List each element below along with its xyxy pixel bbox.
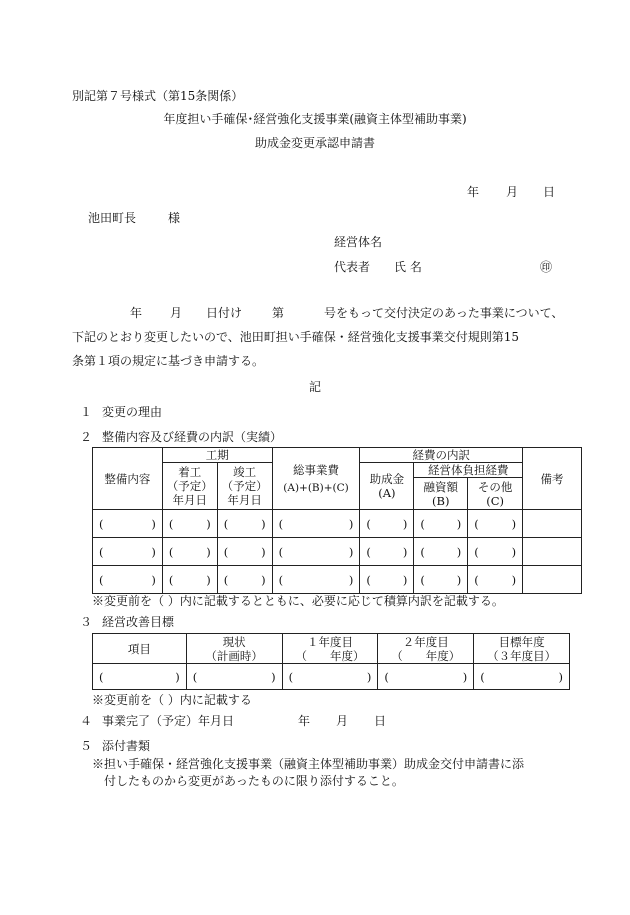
paren-open: ( <box>420 516 425 531</box>
goal-header-year1 <box>282 634 378 664</box>
body-line2: 下記のとおり変更したいので、池田町担い手確保・経営強化支援事業交付規則第15 <box>72 330 520 344</box>
paren-close: ) <box>206 544 211 559</box>
paren-open: ( <box>366 544 371 559</box>
paren-close: ) <box>402 544 408 559</box>
section3-note: ※変更前を（ ）内に記載する <box>92 693 252 707</box>
paren-close: ) <box>402 516 408 531</box>
name-label: 氏 名 <box>394 260 422 274</box>
table-cell[interactable] <box>93 566 163 594</box>
table-cell[interactable] <box>378 664 474 690</box>
form-label: 別記第７号様式（第15条関係） <box>72 89 244 103</box>
paren-close: ) <box>558 669 563 684</box>
paren-open: ( <box>99 572 104 587</box>
body-line1-tail: 号をもって交付決定のあった事業について、 <box>324 306 564 320</box>
table-cell[interactable] <box>93 510 163 538</box>
header-start <box>162 463 217 510</box>
paren-open: ( <box>168 572 174 587</box>
header-subsidy-line1: 助成金 <box>369 472 405 486</box>
paren-close: ) <box>511 572 517 587</box>
paren-close: ) <box>366 669 372 684</box>
paren-close: ) <box>206 516 211 531</box>
table-row <box>93 510 582 538</box>
header-total-label: 総事業費 <box>293 462 340 477</box>
table-cell[interactable] <box>468 538 523 566</box>
header-total <box>272 448 360 510</box>
table-row <box>93 538 582 566</box>
table-cell[interactable] <box>272 538 360 566</box>
date-year: 年 <box>467 185 480 199</box>
remarks-cell[interactable] <box>523 538 582 566</box>
paren-close: ) <box>511 544 517 559</box>
section5-number: ５ <box>80 739 93 753</box>
date-day: 日 <box>543 185 556 199</box>
section2-note: ※変更前を（ ）内に記載するとともに、必要に応じて積算内訳を記載する。 <box>92 594 504 608</box>
goal-header-year2 <box>378 634 474 664</box>
header-other-line2: (C) <box>486 493 505 508</box>
paren-close: ) <box>462 669 468 684</box>
paren-open: ( <box>474 572 479 587</box>
representative-label: 代表者 <box>334 260 371 274</box>
header-start-line2: （予定） <box>166 479 213 493</box>
table-cell[interactable] <box>272 566 360 594</box>
addressee-name: 池田町長 <box>88 211 137 225</box>
section3-title: 経営改善目標 <box>102 615 175 629</box>
header-start-line3: 年月日 <box>172 493 208 507</box>
paren-open: ( <box>192 669 198 684</box>
goal-header-year1-line2: （ 年度） <box>295 648 365 663</box>
table-cell[interactable] <box>414 566 468 594</box>
header-end-line1: 竣工 <box>233 465 257 479</box>
paren-open: ( <box>366 572 371 587</box>
paren-close: ) <box>261 516 266 531</box>
goal-header-year1-line1: １年度目 <box>306 634 353 649</box>
header-remarks: 備考 <box>523 448 582 510</box>
table-cell[interactable] <box>93 664 187 690</box>
header-end-line2: （予定） <box>221 479 268 493</box>
paren-open: ( <box>278 544 284 559</box>
table-cell[interactable] <box>217 510 272 538</box>
table-cell[interactable] <box>468 510 523 538</box>
paren-open: ( <box>288 669 294 684</box>
paren-open: ( <box>223 544 229 559</box>
header-loan <box>414 478 468 510</box>
paren-close: ) <box>151 516 156 531</box>
paren-open: ( <box>99 544 104 559</box>
table-cell[interactable] <box>414 538 468 566</box>
section4-number: ４ <box>80 714 93 728</box>
section4-month: 月 <box>336 714 349 728</box>
table-cell[interactable] <box>468 566 523 594</box>
goal-header-current-line1: 現状 <box>222 634 246 649</box>
goal-header-item: 項目 <box>93 634 187 664</box>
paren-close: ) <box>271 669 276 684</box>
paren-close: ) <box>402 572 408 587</box>
paren-open: ( <box>474 516 479 531</box>
body-dated: 日付け <box>206 306 243 320</box>
paren-close: ) <box>456 516 462 531</box>
table-cell[interactable] <box>217 566 272 594</box>
section4-year: 年 <box>298 714 311 728</box>
header-content: 整備内容 <box>93 448 163 510</box>
improvement-goals-table <box>92 633 570 690</box>
goal-header-current <box>186 634 282 664</box>
paren-close: ) <box>175 669 180 684</box>
section4-day: 日 <box>374 714 387 728</box>
paren-close: ) <box>348 572 354 587</box>
table-cell[interactable] <box>93 538 163 566</box>
remarks-cell[interactable] <box>523 510 582 538</box>
paren-close: ) <box>456 572 462 587</box>
date-month: 月 <box>506 185 519 199</box>
paren-close: ) <box>511 516 517 531</box>
section5-note-line2: 付したものから変更があったものに限り添付すること。 <box>104 774 404 788</box>
table-cell[interactable] <box>162 566 217 594</box>
table-cell[interactable] <box>186 664 282 690</box>
section1-title: 変更の理由 <box>102 405 163 419</box>
paren-open: ( <box>384 669 389 684</box>
paren-open: ( <box>99 669 104 684</box>
table-row <box>93 664 570 690</box>
header-loan-line1: 融資額 <box>423 479 458 494</box>
goal-header-target-line2: （３年度目） <box>487 648 557 663</box>
header-burden: 経営体負担経費 <box>414 463 523 478</box>
table-cell[interactable] <box>282 664 378 690</box>
header-total-formula: (A)+(B)+(C) <box>283 481 349 494</box>
section2-title: 整備内容及び経費の内訳（実績） <box>102 430 283 444</box>
paren-close: ) <box>348 544 354 559</box>
body-line3: 条第１項の規定に基づき申請する。 <box>72 354 265 368</box>
header-other-line1: その他 <box>477 479 513 494</box>
paren-close: ) <box>151 544 156 559</box>
ki-marker: 記 <box>308 380 321 394</box>
section5-note-line1: ※担い手確保・経営強化支援事業（融資主体型補助事業）助成金交付申請書に添 <box>92 757 525 771</box>
goal-header-year2-line1: ２年度目 <box>402 634 449 649</box>
table-cell[interactable] <box>474 664 570 690</box>
table-cell[interactable] <box>272 510 360 538</box>
cost-table-body <box>93 510 582 594</box>
remarks-cell[interactable] <box>523 566 582 594</box>
paren-open: ( <box>474 544 479 559</box>
section1-number: １ <box>80 405 93 419</box>
header-loan-line2: (B) <box>432 493 450 508</box>
table-cell[interactable] <box>162 538 217 566</box>
body-number-prefix: 第 <box>272 306 285 320</box>
paren-close: ) <box>456 544 462 559</box>
paren-open: ( <box>420 572 425 587</box>
paren-close: ) <box>206 572 211 587</box>
table-cell[interactable] <box>162 510 217 538</box>
header-subsidy <box>360 463 414 510</box>
table-cell[interactable] <box>217 538 272 566</box>
goal-header-target-line1: 目標年度 <box>498 634 545 649</box>
header-breakdown: 経費の内訳 <box>360 448 523 463</box>
section5-title: 添付書類 <box>102 739 151 753</box>
paren-close: ) <box>348 516 354 531</box>
header-period: 工期 <box>162 448 272 463</box>
paren-open: ( <box>480 669 485 684</box>
cost-breakdown-table <box>92 447 582 594</box>
goal-table-body <box>93 664 570 690</box>
header-start-line1: 着工 <box>178 465 202 479</box>
entity-name-label: 経営体名 <box>334 235 383 249</box>
header-other <box>468 478 523 510</box>
table-cell[interactable] <box>360 538 414 566</box>
paren-open: ( <box>99 516 104 531</box>
document-title-line2: 助成金変更承認申請書 <box>254 136 375 150</box>
table-cell[interactable] <box>360 566 414 594</box>
seal-mark: ㊞ <box>540 260 553 274</box>
paren-close: ) <box>151 572 156 587</box>
header-subsidy-line2: (A) <box>378 486 396 500</box>
table-cell[interactable] <box>360 510 414 538</box>
section4-title: 事業完了（予定）年月日 <box>102 714 235 728</box>
paren-open: ( <box>420 544 425 559</box>
body-month: 月 <box>170 306 183 320</box>
goal-header-target <box>474 634 570 664</box>
paren-open: ( <box>223 516 229 531</box>
paren-open: ( <box>366 516 371 531</box>
goal-header-current-line2: （計画時） <box>205 648 263 663</box>
addressee-honorific: 様 <box>168 211 181 225</box>
table-cell[interactable] <box>414 510 468 538</box>
header-end <box>217 463 272 510</box>
document-title-line1: 年度担い手確保･経営強化支援事業(融資主体型補助事業) <box>163 112 467 126</box>
section3-number: ３ <box>80 615 93 629</box>
paren-open: ( <box>223 572 229 587</box>
table-row <box>93 566 582 594</box>
paren-open: ( <box>168 516 174 531</box>
paren-open: ( <box>168 544 174 559</box>
section2-number: ２ <box>80 430 93 444</box>
paren-open: ( <box>278 516 284 531</box>
paren-close: ) <box>261 572 266 587</box>
body-year: 年 <box>130 306 143 320</box>
goal-header-year2-line2: （ 年度） <box>391 648 461 663</box>
header-end-line3: 年月日 <box>227 493 262 507</box>
paren-close: ) <box>261 544 266 559</box>
paren-open: ( <box>278 572 284 587</box>
